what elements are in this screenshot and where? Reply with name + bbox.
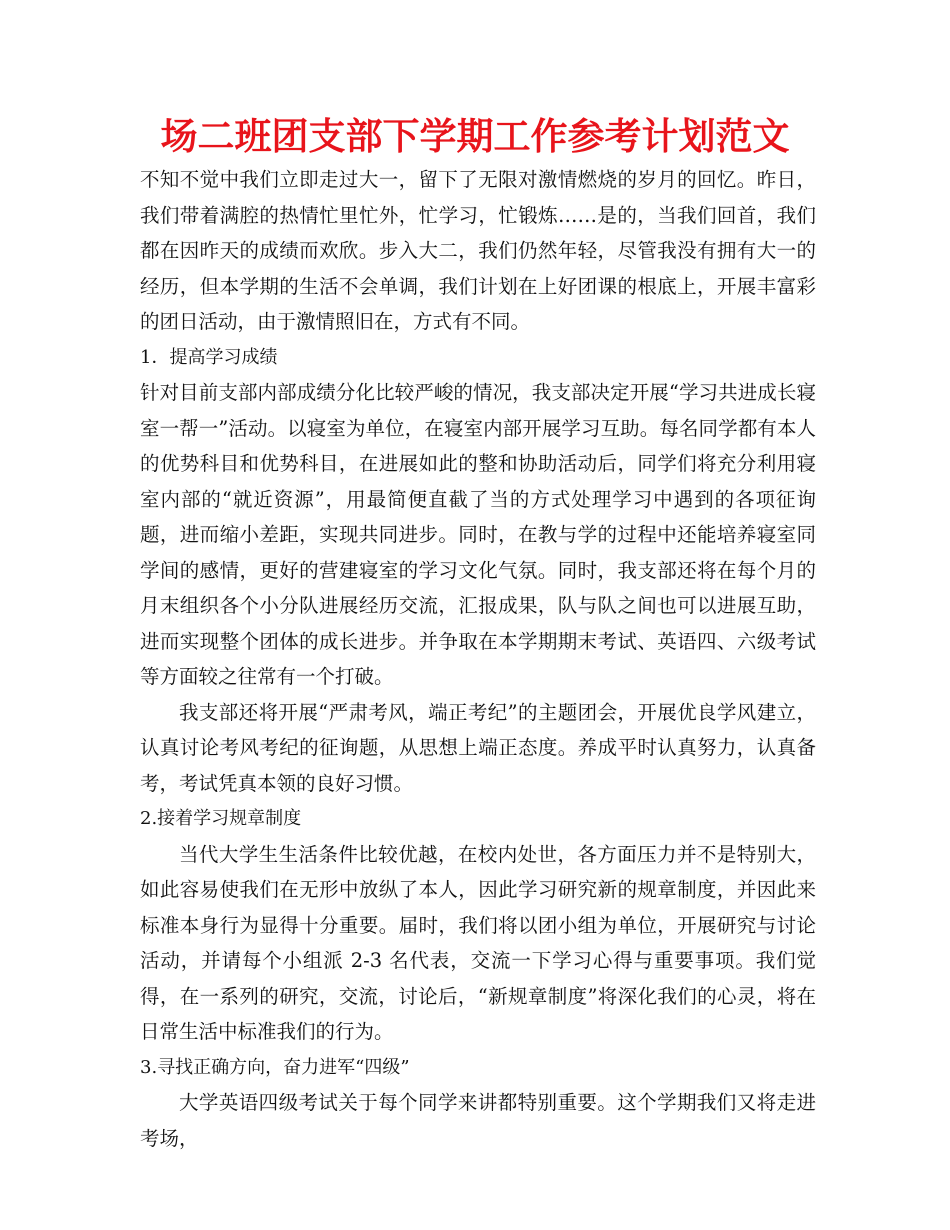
document-title: 场二班团支部下学期工作参考计划范文: [160, 115, 790, 158]
section-1-paragraph-2: 我支部还将开展“严肃考风，端正考纪”的主题团会，开展优良学风建立，认真讨论考风考纪的征询题，从思想上端正态度。养成平时认真努力，认真备考，考试凭真本领的良好习惯。: [140, 700, 816, 795]
section-heading-3: 3.寻找正确方向，奋力进军“四级”: [140, 1056, 410, 1078]
document-body: [140, 162, 816, 1156]
section-2-paragraph-1: 当代大学生生活条件比较优越，在校内处世，各方面压力并不是特别大，如此容易使我们在无形中放纵了本人，因此学习研究新的规章制度，并因此来标准本身行为显得十分重要。届时，我们将以团小组为单位，开展研究与讨论活动，并请每个小组派 2-3 名代表，交流一下学习心得与重要事项。我们觉得，在一系列的研究，交流，讨论后，“新规章制度”将深化我们的心灵，将在日常生活中标准我们的行为。: [140, 842, 816, 1043]
section-3-paragraph-1: 大学英语四级考试关于每个同学来讲都特别重要。这个学期我们又将走进考场，: [140, 1091, 816, 1150]
section-heading-2: 2.接着学习规章制度: [140, 808, 302, 829]
intro-paragraph: 不知不觉中我们立即走过大一，留下了无限对激情燃烧的岁月的回忆。昨日，我们带着满腔的热情忙里忙外，忙学习，忙锻炼……是的，当我们回首，我们都在因昨天的成绩而欢欣。步入大二，我们仍然年轻，尽管我没有拥有大一的经历，但本学期的生活不会单调，我们计划在上好团课的根底上，开展丰富彩的团日活动，由于激情照旧在，方式有不同。: [140, 168, 816, 333]
section-heading-1: 1．提高学习成绩: [140, 346, 278, 368]
section-1-paragraph-1: 针对目前支部内部成绩分化比较严峻的情况，我支部决定开展“学习共进成长寝室一帮一”活动。以寝室为单位，在寝室内部开展学习互助。每名同学都有本人的优势科目和优势科目，在进展如此的整和协助活动后，同学们将充分利用寝室内部的“就近资源”，用最简便直截了当的方式处理学习中遇到的各项征询题，进而缩小差距，实现共同进步。同时，在教与学的过程中还能培养寝室同学间的感情，更好的营建寝室的学习文化气氛。同时，我支部还将在每个月的月末组织各个小分队进展经历交流，汇报成果，队与队之间也可以进展互助，进而实现整个团体的成长进步。并争取在本学期期末考试、英语四、六级考试等方面较之往常有一个打破。: [140, 381, 816, 688]
